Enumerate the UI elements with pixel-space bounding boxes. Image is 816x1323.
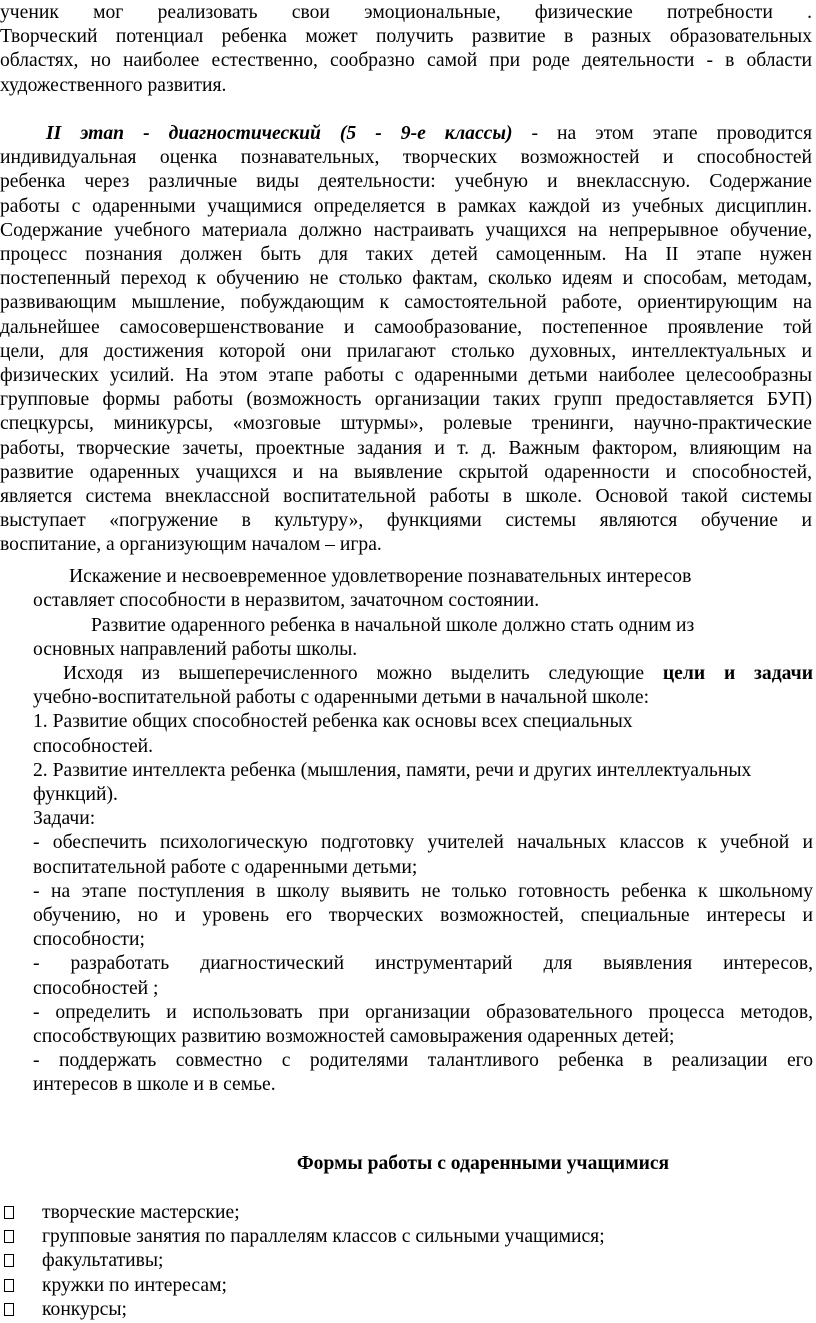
text-line: ребенка через различные виды деятельности: учебную и внеклассную. Содержание bbox=[0, 171, 812, 193]
task-item: способностей ; bbox=[33, 977, 159, 999]
text-line bbox=[33, 662, 813, 686]
text-line: Искажение и несвоевременное удовлетворение познавательных интересов bbox=[69, 566, 692, 587]
text-line: развитие одаренных учащихся и на выявление скрытой одаренности и способностей, bbox=[0, 461, 812, 483]
text-line: групповые формы работы (возможность организации таких групп предоставляется БУП) bbox=[0, 389, 812, 411]
text-line: спецкурсы, миникурсы, «мозговые штурмы», ролевые тренинги, научно-практические bbox=[0, 413, 812, 435]
text-line: физических усилий. На этом этапе работы с одаренными детьми наиболее целесообразны bbox=[0, 365, 812, 387]
paragraph-stage-2 bbox=[0, 122, 812, 558]
checkbox-square-icon bbox=[4, 1206, 14, 1219]
stage-title: II этап - диагностический (5 - 9-е классы) bbox=[46, 123, 513, 144]
checkbox-square-icon bbox=[4, 1254, 14, 1267]
paragraph-distortion bbox=[33, 565, 813, 613]
goals-intro: Исходя из вышеперечисленного можно выделить следующие bbox=[63, 663, 663, 684]
text-line bbox=[0, 122, 812, 146]
paragraph-development bbox=[33, 614, 813, 662]
text-line: постепенный переход к обучению не столько фактам, сколько идеям и способам, методам, bbox=[0, 268, 812, 290]
goal-item: функций). bbox=[33, 784, 118, 806]
text-line: является система внеклассной воспитательной работы в школе. Основой такой системы bbox=[0, 486, 812, 508]
text-line: работы, творческие зачеты, проектные задания и т. д. Важным фактором, влияющим на bbox=[0, 437, 812, 459]
task-item: - поддержать совместно с родителями талантливого ребенка в реализации его bbox=[33, 1050, 813, 1072]
paragraph-intro bbox=[0, 1, 812, 98]
list-item-text: факультативы; bbox=[42, 1250, 164, 1272]
section-heading: Формы работы с одаренными учащимися bbox=[296, 1153, 670, 1174]
checkbox-square-icon bbox=[4, 1303, 14, 1316]
text-line: дальнейшее самосовершенствование и самообразование, постепенное проявление той bbox=[0, 316, 812, 338]
text-line: ученик мог реализовать свои эмоциональные, физические потребности . bbox=[0, 2, 812, 23]
text-line: художественного развития. bbox=[0, 74, 227, 96]
goals-emphasis: цели и задачи bbox=[662, 663, 813, 684]
text-line: оставляет способности в неразвитом, зачаточном состоянии. bbox=[33, 590, 540, 612]
checkbox-square-icon bbox=[4, 1230, 14, 1243]
text-line: индивидуальная оценка познавательных, творческих возможностей и способностей bbox=[0, 147, 812, 169]
task-item: - обеспечить психологическую подготовку учителей начальных классов к учебной и bbox=[33, 832, 813, 854]
text-line: учебно-воспитательной работы с одаренными детьми в начальной школе: bbox=[33, 687, 650, 709]
stage-title-rest: - на этом этапе проводится bbox=[512, 123, 812, 144]
list-item-text: конкурсы; bbox=[42, 1298, 127, 1320]
text-line: основных направлений работы школы. bbox=[33, 639, 358, 661]
paragraph-goals-tasks bbox=[33, 662, 813, 1098]
text-line: областях, но наиболее естественно, сообразно самой при роде деятельности - в области bbox=[0, 50, 812, 72]
checkbox-square-icon bbox=[4, 1279, 14, 1292]
text-line: выступает «погружение в культуру», функциями системы являются обучение и bbox=[0, 510, 812, 532]
goal-item: 2. Развитие интеллекта ребенка (мышления, памяти, речи и других интеллектуальных bbox=[33, 759, 752, 781]
list-item-text: групповые занятия по параллелям классов с сильными учащимися; bbox=[42, 1226, 605, 1248]
text-line: работы с одаренными учащимися определяется в рамках каждой из учебных дисциплин. bbox=[0, 195, 812, 217]
text-line: Содержание учебного материала должно настраивать учащихся на непрерывное обучение, bbox=[0, 219, 812, 241]
task-item: способствующих развитию возможностей самовыражения одаренных детей; bbox=[33, 1026, 675, 1048]
text-line: процесс познания должен быть для таких детей самоценным. На II этапе нужен bbox=[0, 244, 812, 266]
task-item: интересов в школе и в семье. bbox=[33, 1074, 276, 1096]
task-item: обучению, но и уровень его творческих возможностей, специальные интересы и bbox=[33, 905, 813, 927]
task-item: - определить и использовать при организации образовательного процесса методов, bbox=[33, 1001, 813, 1023]
goal-item: 1. Развитие общих способностей ребенка как основы всех специальных bbox=[33, 711, 633, 733]
text-line: развивающим мышление, побуждающим к самостоятельной работе, ориентирующим на bbox=[0, 292, 812, 314]
task-item: воспитательной работе с одаренными детьми; bbox=[33, 856, 418, 878]
goal-item: способностей. bbox=[33, 735, 154, 757]
list-item-text: творческие мастерские; bbox=[42, 1202, 240, 1223]
text-line: цели, для достижения которой они прилагают столько духовных, интеллектуальных и bbox=[0, 340, 812, 362]
text-line: Творческий потенциал ребенка может получить развитие в разных образовательных bbox=[0, 26, 812, 48]
task-item: - разработать диагностический инструментарий для выявления интересов, bbox=[33, 953, 813, 975]
text-line: Развитие одаренного ребенка в начальной школе должно стать одним из bbox=[91, 615, 695, 636]
task-item: способности; bbox=[33, 929, 145, 951]
text-line: воспитание, а организующим началом – игра. bbox=[0, 534, 382, 556]
tasks-label: Задачи: bbox=[33, 808, 96, 830]
task-item: - на этапе поступления в школу выявить не только готовность ребенка к школьному bbox=[33, 880, 813, 902]
list-item-text: кружки по интересам; bbox=[42, 1274, 227, 1296]
